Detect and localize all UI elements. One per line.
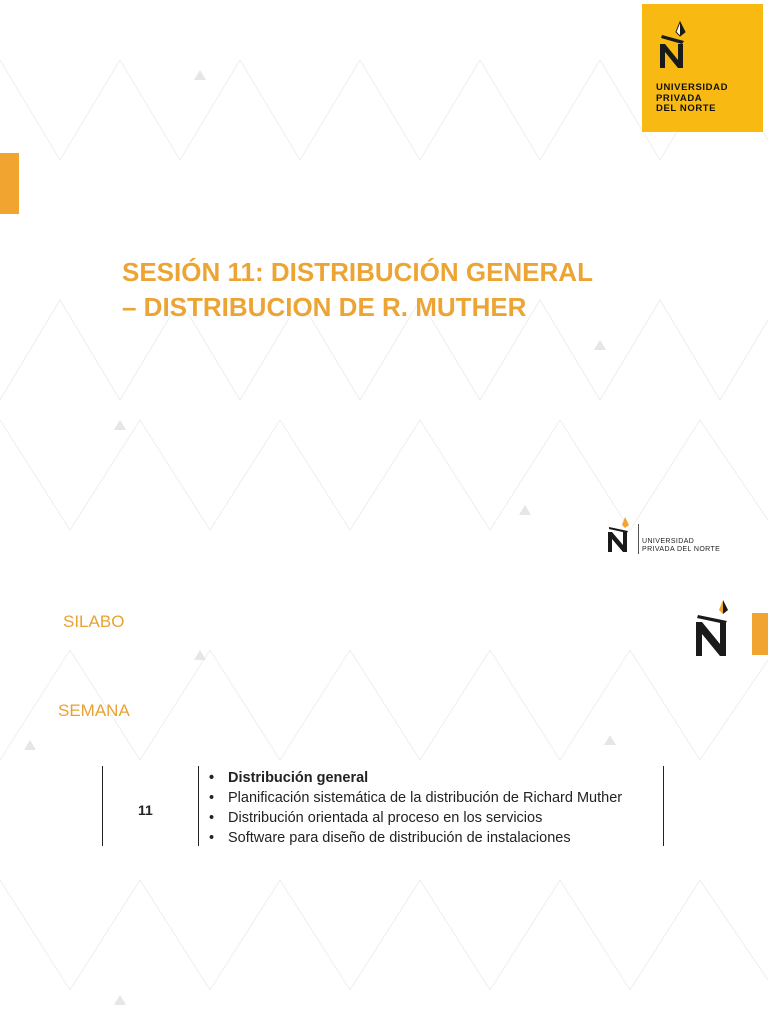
table-border-divider [198, 766, 199, 846]
logo-text-line3: DEL NORTE [656, 103, 717, 114]
semana-label: SEMANA [58, 701, 130, 720]
silabo-label: SILABO [63, 612, 125, 631]
page-title [122, 255, 722, 325]
logo-n-icon [642, 4, 763, 84]
table-border-right [663, 766, 664, 846]
topic-item: • Distribución general [205, 768, 622, 788]
logo-small-line2: PRIVADA DEL NORTE [642, 545, 721, 553]
logo-text-line2: PRIVADA [656, 92, 703, 104]
title-line-2: – DISTRIBUCION DE R. MUTHER [122, 292, 527, 322]
logo-small-line1: UNIVERSIDAD [642, 538, 695, 545]
brand-n-icon [692, 598, 736, 660]
logo-small-divider [638, 524, 639, 554]
left-accent-bar [0, 153, 19, 214]
topic-list [205, 768, 622, 848]
topic-item: • Distribución orientada al proceso en los servicios [205, 808, 622, 828]
logo-small-n-icon [604, 516, 638, 556]
topic-item: • Planificación sistemática de la distribución de Richard Muther [205, 788, 622, 808]
syllabus-table [102, 766, 664, 846]
table-border-left [102, 766, 103, 846]
university-logo [642, 4, 763, 132]
title-line-1: SESIÓN 11: DISTRIBUCIÓN GENERAL [122, 257, 593, 287]
right-accent-bar [752, 613, 768, 655]
week-number: 11 [138, 802, 153, 818]
university-logo-small [604, 516, 732, 556]
logo-text-line1: UNIVERSIDAD [656, 82, 729, 93]
topic-item: • Software para diseño de distribución de instalaciones [205, 828, 622, 848]
